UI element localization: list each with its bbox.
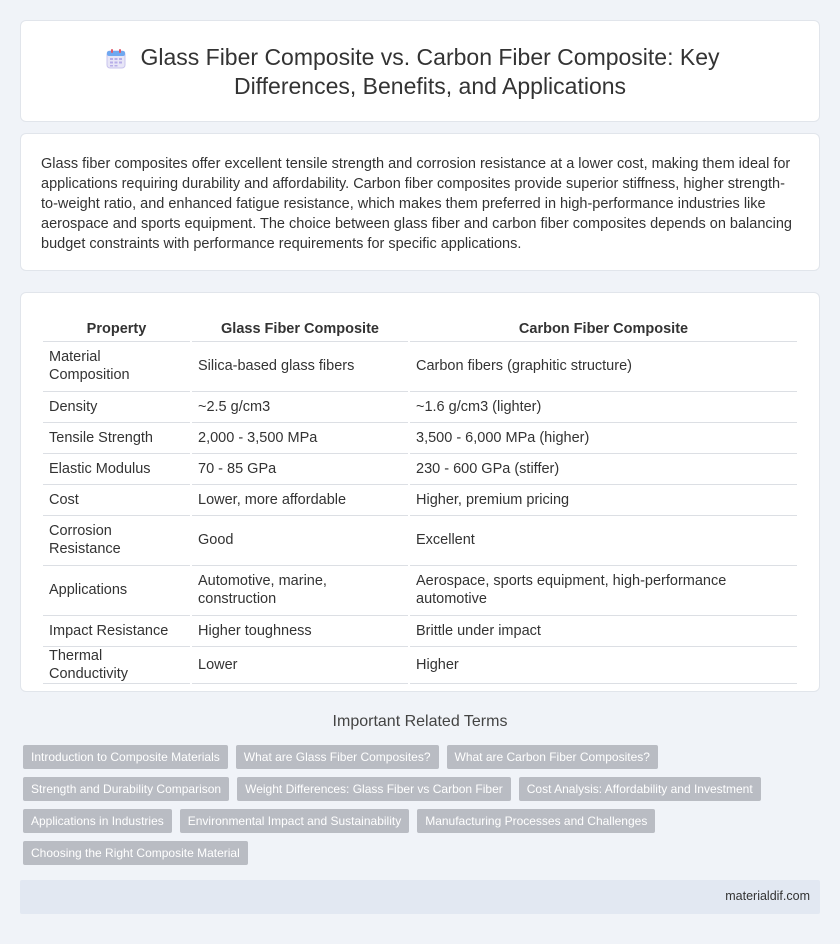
property-cell: Elastic Modulus xyxy=(43,453,190,484)
related-term-tag[interactable]: Applications in Industries xyxy=(23,809,172,833)
intro-paragraph: Glass fiber composites offer excellent tensile strength and corrosion resistance at a lower cost, making them ideal for applications requiring durability and affordability. Carbon fiber composites provide superior stiffness, higher strength-to-weight ratio, and enhanced fatigue resistance, which makes them preferred in high-performance industries like aerospace and sports equipment. The choice between glass fiber and carbon fiber composites depends on balancing budget constraints with performance requirements for specific applications. xyxy=(41,156,792,252)
comparison-table xyxy=(43,311,797,684)
header-property: Property xyxy=(43,311,190,341)
property-cell: Density xyxy=(43,391,190,422)
glass-cell: 70 - 85 GPa xyxy=(192,453,408,484)
glass-cell: Good xyxy=(192,515,408,565)
related-term-tag[interactable]: Strength and Durability Comparison xyxy=(23,777,229,801)
carbon-cell: 3,500 - 6,000 MPa (higher) xyxy=(410,422,797,453)
property-cell: Corrosion Resistance xyxy=(43,515,190,565)
property-cell: Material Composition xyxy=(43,341,190,391)
table-row xyxy=(43,615,797,646)
property-cell: Tensile Strength xyxy=(43,422,190,453)
related-term-tag[interactable]: Choosing the Right Composite Material xyxy=(23,841,248,865)
table-row xyxy=(43,341,797,391)
table-row xyxy=(43,515,797,565)
property-cell: Cost xyxy=(43,484,190,515)
related-term-tag[interactable]: Weight Differences: Glass Fiber vs Carbon Fiber xyxy=(237,777,511,801)
carbon-cell: Excellent xyxy=(410,515,797,565)
footer-site-link[interactable]: materialdif.com xyxy=(725,889,810,903)
carbon-cell: ~1.6 g/cm3 (lighter) xyxy=(410,391,797,422)
property-cell: Applications xyxy=(43,565,190,615)
table-row xyxy=(43,391,797,422)
property-cell: Impact Resistance xyxy=(43,615,190,646)
glass-cell: Higher toughness xyxy=(192,615,408,646)
title-card xyxy=(20,20,820,122)
page-title: Glass Fiber Composite vs. Carbon Fiber Composite: Key Differences, Benefits, and Applications xyxy=(140,44,720,99)
related-term-tag[interactable]: What are Glass Fiber Composites? xyxy=(236,745,439,769)
table-row xyxy=(43,565,797,615)
comparison-table-card xyxy=(20,292,820,692)
carbon-cell: Higher, premium pricing xyxy=(410,484,797,515)
related-term-tag[interactable]: Manufacturing Processes and Challenges xyxy=(417,809,655,833)
carbon-cell: Aerospace, sports equipment, high-performance automotive xyxy=(410,565,797,615)
glass-cell: Lower, more affordable xyxy=(192,484,408,515)
related-term-tag[interactable]: Environmental Impact and Sustainability xyxy=(180,809,409,833)
carbon-cell: Carbon fibers (graphitic structure) xyxy=(410,341,797,391)
intro-card xyxy=(20,133,820,271)
table-row xyxy=(43,422,797,453)
glass-cell: Automotive, marine, construction xyxy=(192,565,408,615)
header-carbon-fiber: Carbon Fiber Composite xyxy=(410,311,797,341)
footer-bar xyxy=(20,880,820,914)
glass-cell: 2,000 - 3,500 MPa xyxy=(192,422,408,453)
table-row xyxy=(43,484,797,515)
related-terms-heading: Important Related Terms xyxy=(332,713,508,730)
glass-cell: Lower xyxy=(192,646,408,683)
related-term-tag[interactable]: What are Carbon Fiber Composites? xyxy=(447,745,658,769)
related-term-tag[interactable]: Introduction to Composite Materials xyxy=(23,745,228,769)
property-cell: Thermal Conductivity xyxy=(43,646,190,683)
carbon-cell: 230 - 600 GPa (stiffer) xyxy=(410,453,797,484)
carbon-cell: Brittle under impact xyxy=(410,615,797,646)
carbon-cell: Higher xyxy=(410,646,797,683)
related-term-tag[interactable]: Cost Analysis: Affordability and Investment xyxy=(519,777,761,801)
table-header-row xyxy=(43,311,797,341)
related-terms-list xyxy=(23,745,823,873)
table-row xyxy=(43,646,797,683)
table-row xyxy=(43,453,797,484)
glass-cell: Silica-based glass fibers xyxy=(192,341,408,391)
glass-cell: ~2.5 g/cm3 xyxy=(192,391,408,422)
header-glass-fiber: Glass Fiber Composite xyxy=(192,311,408,341)
